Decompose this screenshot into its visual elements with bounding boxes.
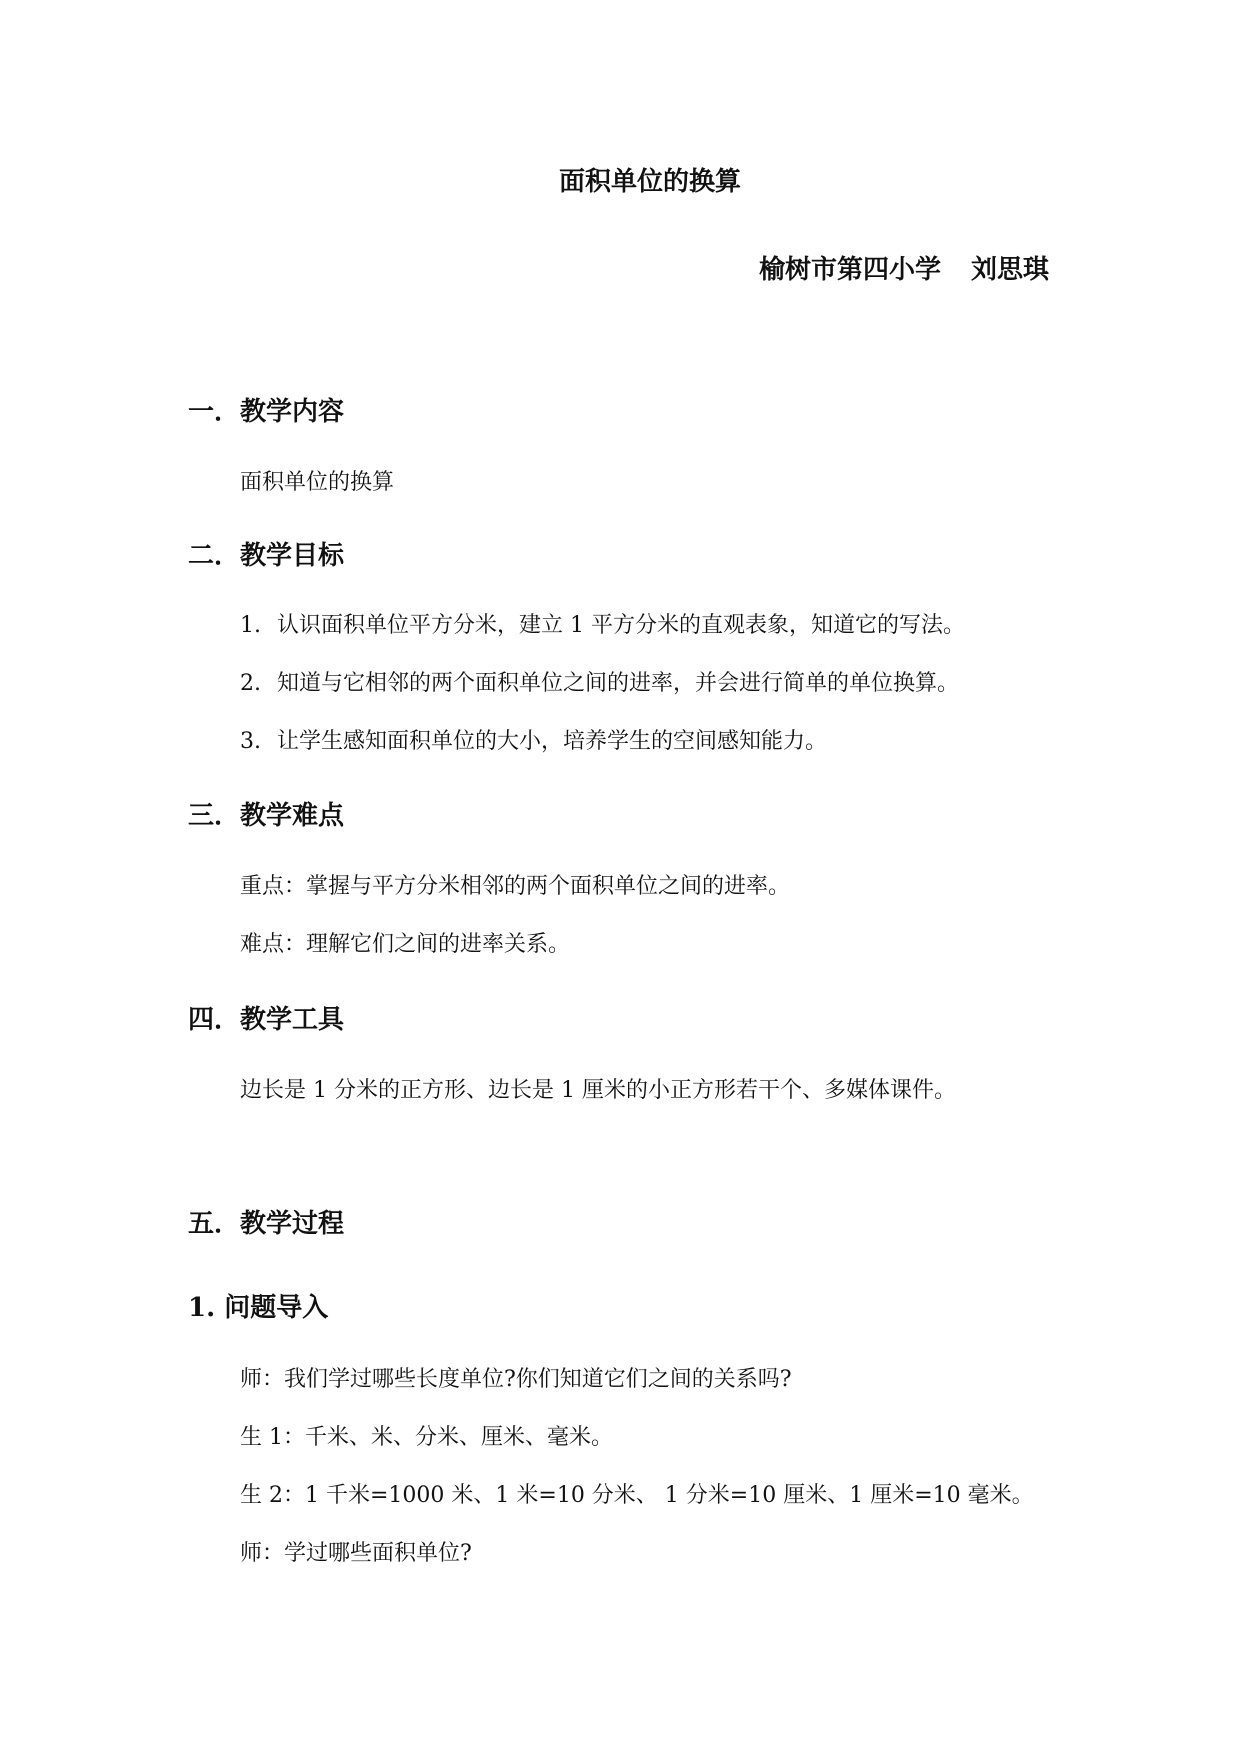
tools-text: 边长是 1 分米的正方形、边长是 1 厘米的小正方形若干个、多媒体课件。 bbox=[240, 1078, 956, 1103]
hard-point-text: 难点：理解它们之间的进率关系。 bbox=[240, 932, 571, 957]
goal-number: 1. bbox=[240, 613, 261, 638]
goal-number: 3. bbox=[240, 729, 261, 754]
goal-text: 让学生感知面积单位的大小，培养学生的空间感知能力。 bbox=[277, 729, 828, 754]
section-heading-content: 一．教学内容 bbox=[188, 397, 345, 427]
dialogue-line: 生 1：千米、米、分米、厘米、毫米。 bbox=[240, 1425, 613, 1450]
dialogue-line: 生 2：1 千米=1000 米、1 米=10 分米、 1 分米=10 厘米、1 厘米=10 毫米。 bbox=[240, 1483, 1034, 1508]
goal-item bbox=[240, 669, 959, 699]
key-point-text: 重点：掌握与平方分米相邻的两个面积单位之间的进率。 bbox=[240, 874, 791, 899]
goal-item bbox=[240, 611, 965, 641]
dialogue-line: 师：我们学过哪些长度单位?你们知道它们之间的关系吗? bbox=[240, 1367, 792, 1392]
goal-item bbox=[240, 727, 827, 757]
goal-text: 知道与它相邻的两个面积单位之间的进率，并会进行简单的单位换算。 bbox=[277, 671, 960, 696]
section-heading-process: 五．教学过程 bbox=[188, 1209, 345, 1239]
author-line bbox=[759, 252, 1049, 288]
section-heading-goals: 二．教学目标 bbox=[188, 541, 345, 571]
author-school: 榆树市第四小学 bbox=[758, 255, 941, 285]
goal-text: 认识面积单位平方分米，建立 1 平方分米的直观表象，知道它的写法。 bbox=[277, 613, 965, 638]
document-title: 面积单位的换算 bbox=[558, 167, 741, 197]
author-name: 刘思琪 bbox=[970, 255, 1049, 285]
section-heading-difficulty: 三．教学难点 bbox=[188, 801, 345, 831]
dialogue-line: 师：学过哪些面积单位? bbox=[240, 1541, 472, 1566]
goal-number: 2. bbox=[240, 671, 261, 696]
section-heading-tools: 四．教学工具 bbox=[188, 1005, 345, 1035]
process-sub-heading: 1. 问题导入 bbox=[188, 1293, 329, 1323]
content-text: 面积单位的换算 bbox=[240, 470, 395, 495]
